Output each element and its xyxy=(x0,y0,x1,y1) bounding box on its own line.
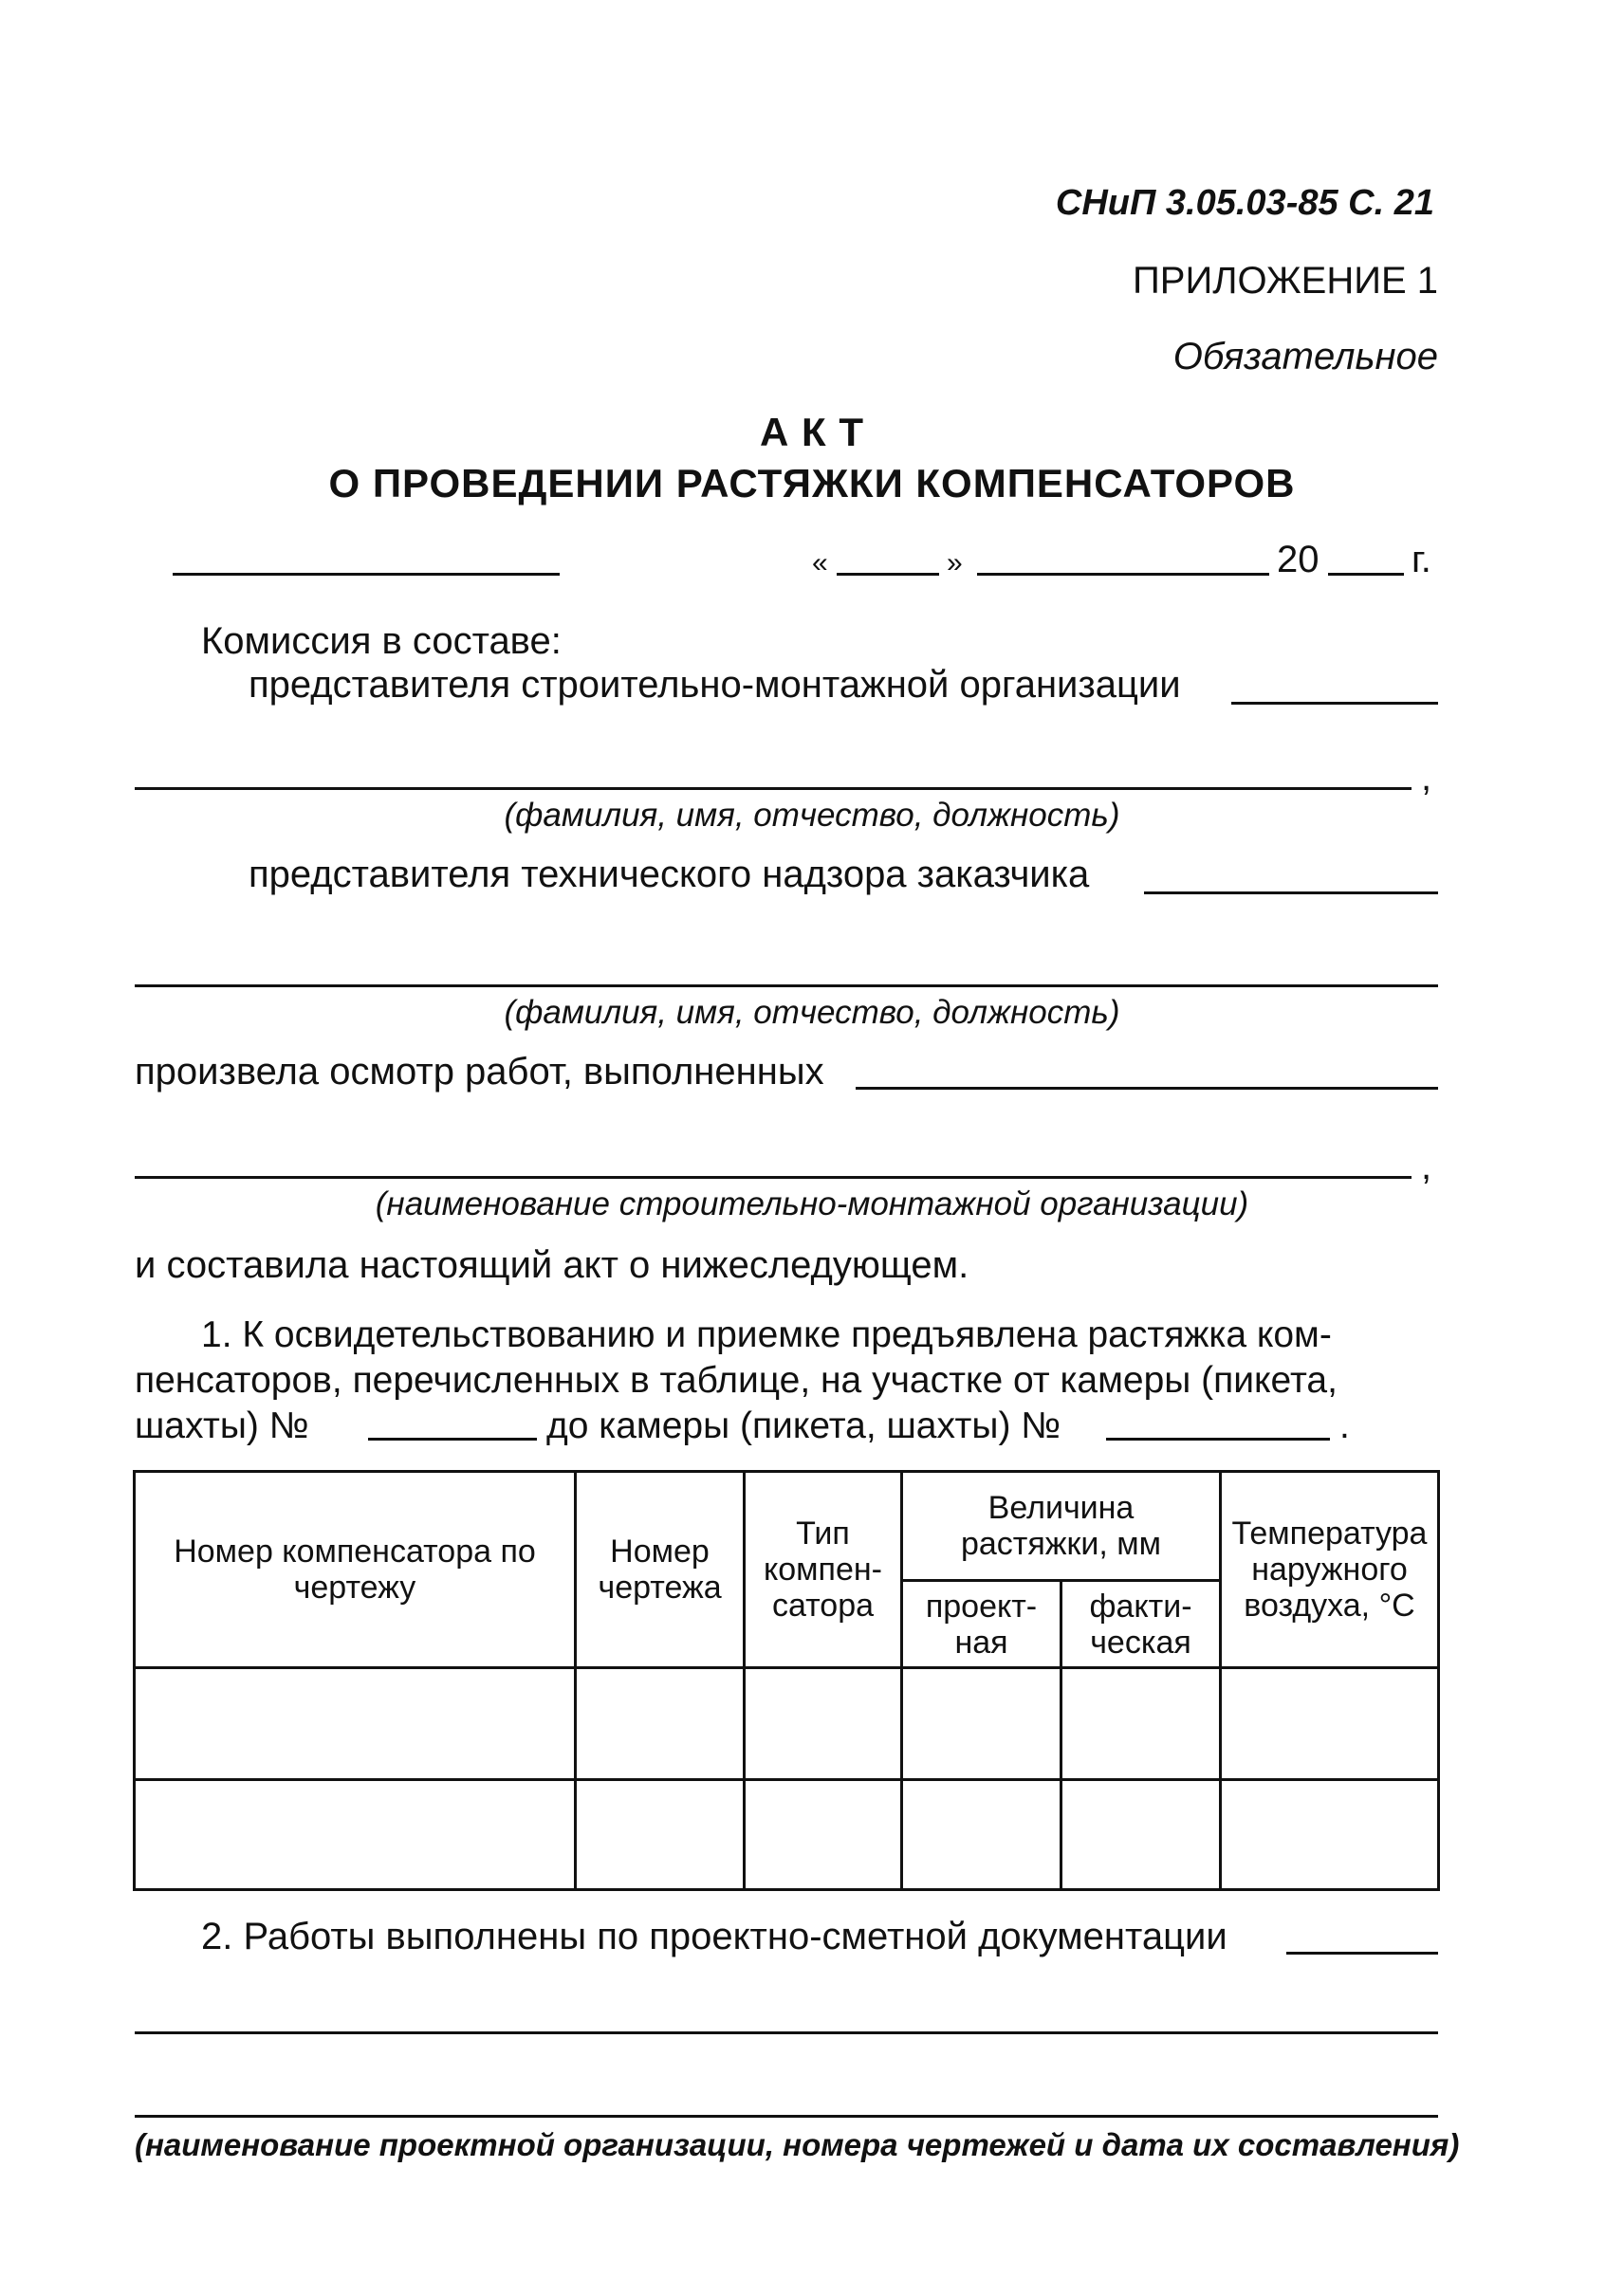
item1-line1: 1. К освидетельствованию и приемке предъявлена растяжка ком- xyxy=(201,1314,1332,1355)
header-stretch-value: Величина растяжки, мм xyxy=(960,1490,1162,1562)
rep-construction-name-blank[interactable] xyxy=(135,787,1412,790)
rep-construction-label: представителя строительно-монтажной организации xyxy=(249,664,1181,706)
design-doc-blank-3[interactable] xyxy=(135,2115,1438,2118)
document-title: А К Т xyxy=(760,410,864,454)
header-compensator-type: Тип компен- сатора xyxy=(764,1515,882,1624)
rep-supervision-name-blank[interactable] xyxy=(135,984,1438,987)
compensator-table xyxy=(133,1470,1440,1891)
header-stretch-design: проект- ная xyxy=(925,1588,1038,1661)
table-row[interactable] xyxy=(136,1669,1437,1778)
design-doc-blank-2[interactable] xyxy=(135,2031,1438,2034)
rep-supervision-blank[interactable] xyxy=(1144,891,1438,894)
comma-2: , xyxy=(1421,1146,1432,1187)
caption-person-2: (фамилия, имя, отчество, должность) xyxy=(504,994,1120,1031)
item1-line3-start: шахты) № xyxy=(135,1405,309,1446)
table-row[interactable] xyxy=(136,1781,1437,1888)
place-blank[interactable] xyxy=(173,573,560,576)
caption-person-1: (фамилия, имя, отчество, должность) xyxy=(504,797,1120,834)
year-prefix: 20 xyxy=(1277,539,1320,580)
rep-construction-blank[interactable] xyxy=(1231,702,1438,705)
to-chamber-blank[interactable] xyxy=(1106,1438,1330,1441)
appendix-status: Обязательное xyxy=(1172,336,1438,377)
inspected-label: произвела осмотр работ, выполненных xyxy=(135,1051,824,1093)
item2-text: 2. Работы выполнены по проектно-сметной документации xyxy=(201,1916,1227,1957)
month-blank[interactable] xyxy=(977,573,1269,576)
design-doc-blank[interactable] xyxy=(1286,1952,1438,1955)
contractor-blank[interactable] xyxy=(856,1087,1438,1090)
item1-line3-end: . xyxy=(1339,1405,1350,1446)
rep-supervision-label: представителя технического надзора заказчика xyxy=(249,854,1090,895)
document-code: СНиП 3.05.03-85 С. 21 xyxy=(1055,183,1434,223)
compiled-statement: и составила настоящий акт о нижеследующем. xyxy=(135,1244,969,1286)
header-stretch-actual: факти- ческая xyxy=(1089,1588,1192,1661)
item1-line2: пенсаторов, перечисленных в таблице, на участке от камеры (пикета, xyxy=(135,1360,1338,1401)
header-air-temperature: Температура наружного воздуха, °С xyxy=(1231,1515,1428,1624)
item1-line3-middle: до камеры (пикета, шахты) № xyxy=(546,1405,1061,1446)
from-chamber-blank[interactable] xyxy=(368,1438,537,1441)
day-blank[interactable] xyxy=(837,573,939,576)
commission-intro: Комиссия в составе: xyxy=(201,620,562,662)
caption-org: (наименование строительно-монтажной организации) xyxy=(375,1185,1249,1222)
appendix-label: ПРИЛОЖЕНИЕ 1 xyxy=(1133,260,1438,302)
year-blank[interactable] xyxy=(1328,573,1404,576)
header-drawing-number: Номер чертежа xyxy=(598,1534,722,1606)
caption-design-org: (наименование проектной организации, номера чертежей и дата их составления) xyxy=(135,2127,1460,2162)
year-suffix: г. xyxy=(1412,539,1431,580)
header-compensator-number: Номер компенсатора по чертежу xyxy=(174,1534,536,1606)
date-close-quote: » xyxy=(947,547,963,579)
contractor-name-blank[interactable] xyxy=(135,1176,1412,1179)
comma-1: , xyxy=(1421,757,1432,799)
document-subtitle: О ПРОВЕДЕНИИ РАСТЯЖКИ КОМПЕНСАТОРОВ xyxy=(328,461,1296,505)
date-open-quote: « xyxy=(812,547,828,579)
